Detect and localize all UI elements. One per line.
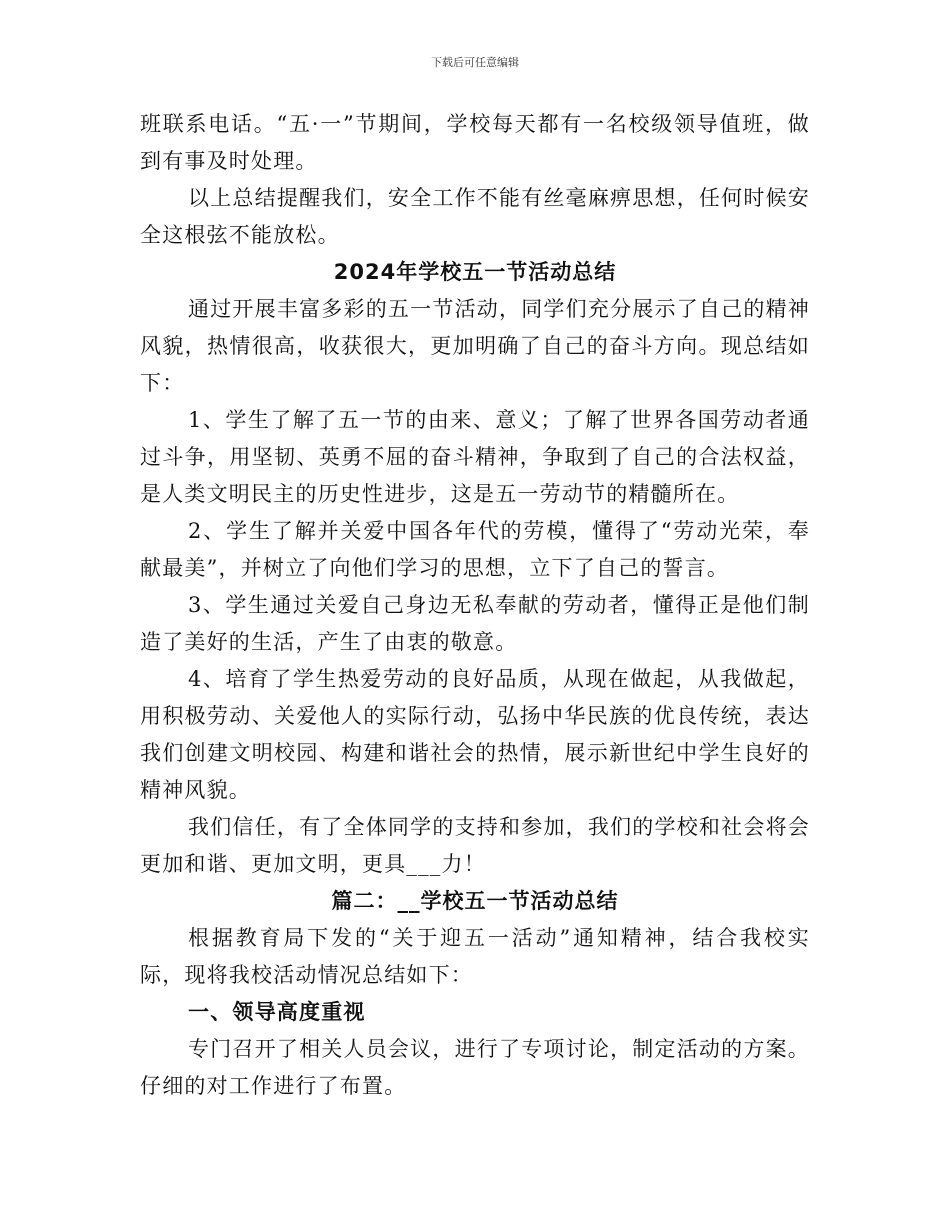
paragraph: 根据教育局下发的“关于迎五一活动”通知精神，结合我校实际，现将我校活动情况总结如下：	[140, 926, 810, 987]
document-body	[140, 106, 810, 1105]
list-item: 1、学生了解了五一节的由来、意义；了解了世界各国劳动者通过斗争，用坚韧、英勇不屈的奋斗精神，争取到了自己的合法权益，是人类文明民主的历史性进步，这是五一劳动节的精髓所在。	[140, 408, 810, 506]
paragraph: 以上总结提醒我们，安全工作不能有丝毫麻痹思想，任何时候安全这根弦不能放松。	[140, 186, 810, 247]
list-item: 2、学生了解并关爱中国各年代的劳模，懂得了“劳动光荣，奉献最美”，并树立了向他们学习的思想，立下了自己的誓言。	[140, 519, 810, 580]
paragraph: 通过开展丰富多彩的五一节活动，同学们充分展示了自己的精神风貌，热情很高，收获很大，更加明确了自己的奋斗方向。现总结如下：	[140, 297, 810, 395]
paragraph: 我们信任，有了全体同学的支持和参加，我们的学校和社会将会更加和谐、更加文明，更具___力！	[140, 815, 810, 876]
section-title: 2024年学校五一节活动总结	[333, 260, 617, 284]
list-item: 3、学生通过关爱自己身边无私奉献的劳动者，懂得正是他们制造了美好的生活，产生了由衷的敬意。	[140, 593, 810, 654]
paragraph: 班联系电话。“五·一”节期间，学校每天都有一名校级领导值班，做到有事及时处理。	[140, 112, 810, 173]
subsection-heading: 一、领导高度重视	[188, 1000, 366, 1024]
list-item: 4、培育了学生热爱劳动的良好品质，从现在做起，从我做起，用积极劳动、关爱他人的实际行动，弘扬中华民族的优良传统，表达我们创建文明校园、构建和谐社会的热情，展示新世纪中学生良好的精神风貌。	[140, 667, 810, 802]
section-title: 篇二：__学校五一节活动总结	[331, 889, 619, 913]
paragraph: 专门召开了相关人员会议，进行了专项讨论，制定活动的方案。仔细的对工作进行了布置。	[140, 1037, 810, 1098]
header-note: 下载后可任意编辑	[431, 56, 519, 69]
